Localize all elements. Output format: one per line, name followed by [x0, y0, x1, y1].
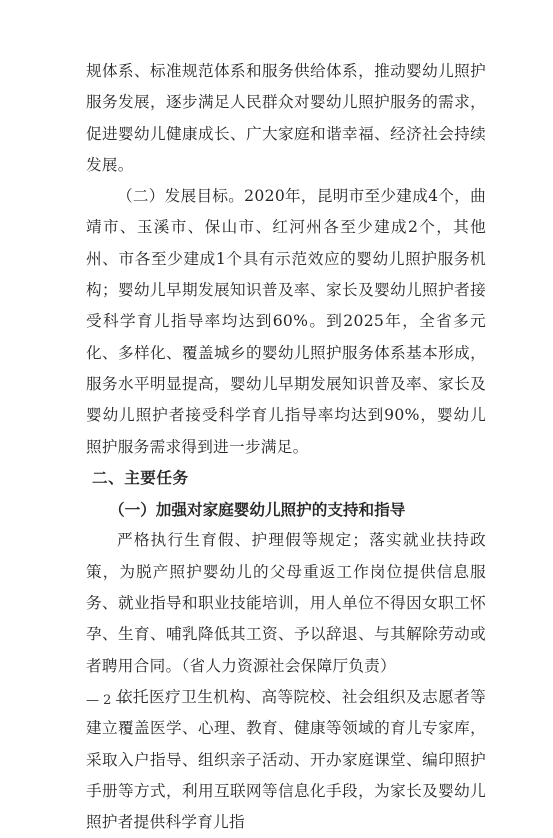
- document-body: [86, 56, 486, 838]
- paragraph-expert-database: 依托医疗卫生机构、高等院校、社会组织及志愿者等建立覆盖医学、心理、教育、健康等领域的育儿专家库，采取入户指导、组织亲子活动、开办家庭课堂、编印照护手册等方式，利用互联网等信息化手段，为家长及婴幼儿照护者提供科学育儿指: [86, 687, 486, 832]
- page-number: — 2 —: [86, 693, 129, 708]
- paragraph-leave-policy: 严格执行生育假、护理假等规定；落实就业扶持政策，为脱产照护婴幼儿的父母重返工作岗位提供信息服务、就业指导和职业技能培训，用人单位不得因女职工怀孕、生育、哺乳降低其工资、予以辞退、与其解除劳动或者聘用合同。（省人力资源社会保障厅负责）: [86, 531, 486, 675]
- paragraph-development-goals: （二）发展目标。2020年，昆明市至少建成4个，曲靖市、玉溪市、保山市、红河州各至少建成2个，其他州、市各至少建成1个具有示范效应的婴幼儿照护服务机构；婴幼儿早期发展知识普及率、家长及婴幼儿照护者接受科学育儿指导率均达到60%。到2025年，全省多元化、多样化、覆盖城乡的婴幼儿照护服务体系基本形成，服务水平明显提高，婴幼儿早期发展知识普及率、家长及婴幼儿照护者接受科学育儿指导率均达到90%，婴幼儿照护服务需求得到进一步满足。: [86, 187, 486, 456]
- section-heading-main-tasks: 二、主要任务: [92, 468, 189, 487]
- subsection-heading-family-support: （一）加强对家庭婴幼儿照护的支持和指导: [109, 500, 406, 520]
- paragraph-continuation: 规体系、标准规范体系和服务供给体系，推动婴幼儿照护服务发展，逐步满足人民群众对婴幼儿照护服务的需求，促进婴幼儿健康成长、广大家庭和谐幸福、经济社会持续发展。: [86, 62, 486, 174]
